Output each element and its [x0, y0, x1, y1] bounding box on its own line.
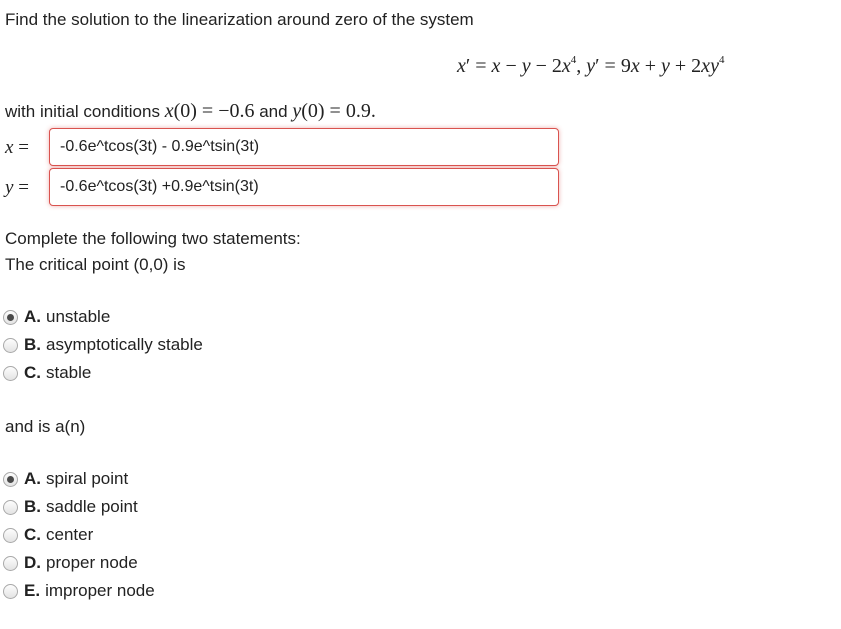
type-radio-d[interactable]	[3, 556, 18, 571]
statements-intro: Complete the following two statements:	[5, 229, 301, 248]
type-option-b[interactable]: B. saddle point	[3, 494, 138, 520]
type-option-c[interactable]: C. center	[3, 522, 93, 548]
statement-1: The critical point (0,0) is	[5, 255, 186, 274]
type-radio-c[interactable]	[3, 528, 18, 543]
system-equation: $x' = x - y - 2x^4$, $y' = 9x + y + 2xy^4$	[457, 54, 725, 77]
stability-option-c[interactable]: C. stable	[3, 360, 91, 386]
x-answer-input[interactable]	[49, 128, 559, 166]
type-option-e[interactable]: E. improper node	[3, 578, 155, 604]
stability-radio-a[interactable]	[3, 310, 18, 325]
type-option-d[interactable]: D. proper node	[3, 550, 138, 576]
stability-radio-b[interactable]	[3, 338, 18, 353]
type-radio-a[interactable]	[3, 472, 18, 487]
type-radio-e[interactable]	[3, 584, 18, 599]
statement-2: and is a(n)	[5, 417, 86, 436]
y-answer-input[interactable]	[49, 168, 559, 206]
x-answer-label: x =	[5, 137, 29, 158]
type-radio-b[interactable]	[3, 500, 18, 515]
type-option-a[interactable]: A. spiral point	[3, 466, 128, 492]
initial-conditions: with initial conditions x(0) = −0.6 and y(0) = 0.9.	[5, 100, 376, 122]
y-answer-label: y =	[5, 177, 29, 198]
stability-radio-c[interactable]	[3, 366, 18, 381]
stability-option-a[interactable]: A. unstable	[3, 304, 110, 330]
stability-option-b[interactable]: B. asymptotically stable	[3, 332, 203, 358]
question-prompt: Find the solution to the linearization around zero of the system	[5, 10, 474, 29]
